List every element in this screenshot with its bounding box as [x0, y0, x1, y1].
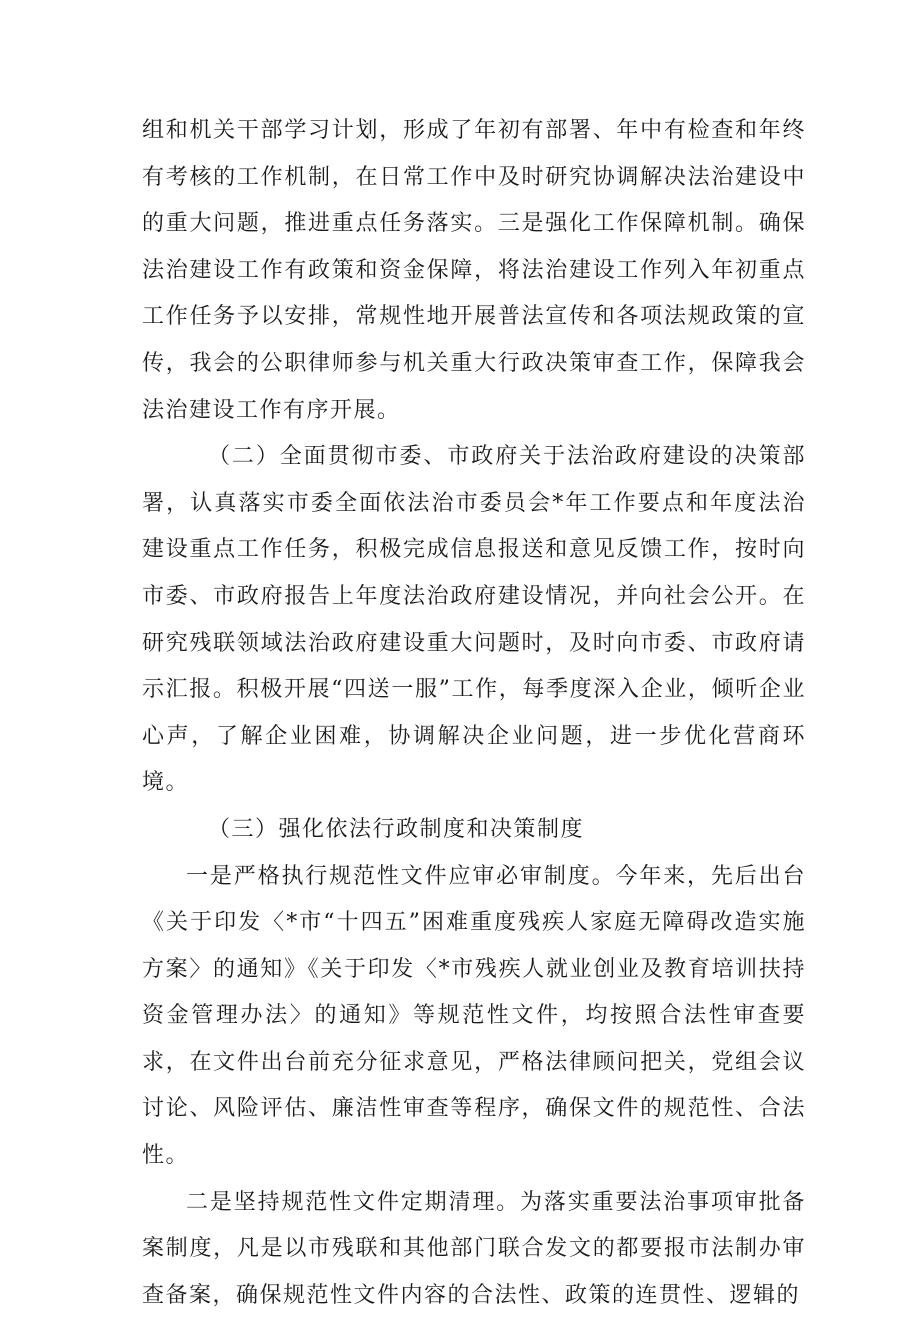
paragraph-section-two: （二）全面贯彻市委、市政府关于法治政府建设的决策部署，认真落实市委全面依法治市委员会*年工作要点和年度法治建设重点工作任务，积极完成信息报送和意见反馈工作，按时向市委、市政府报告上年度法治政府建设情况，并向社会公开。在研究残联领域法治政府建设重大问题时，及时向市委、市政府请示汇报。积极开展“四送一服”工作，每季度深入企业，倾听企业心声，了解企业困难，协调解决企业问题，进一步优化营商环境。 [142, 444, 806, 796]
paragraph-item-two: 二是坚持规范性文件定期清理。为落实重要法治事项审批备案制度，凡是以市残联和其他部门联合发文的都要报市法制办审查备案，确保规范性文件内容的合法性、政策的连贯性、逻辑的 [142, 1189, 806, 1308]
document-body [142, 108, 806, 1319]
section-heading-three: （三）强化依法行政制度和决策制度 [208, 816, 585, 842]
paragraph-continuation: 组和机关干部学习计划，形成了年初有部署、年中有检查和年终有考核的工作机制，在日常工作中及时研究协调解决法治建设中的重大问题，推进重点任务落实。三是强化工作保障机制。确保法治建设工作有政策和资金保障，将法治建设工作列入年初重点工作任务予以安排，常规性地开展普法宣传和各项法规政策的宣传，我会的公职律师参与机关重大行政决策审查工作，保障我会法治建设工作有序开展。 [142, 118, 806, 423]
paragraph-item-one: 一是严格执行规范性文件应审必审制度。今年来，先后出台《关于印发〈*市“十四五”困难重度残疾人家庭无障碍改造实施方案〉的通知》《关于印发〈*市残疾人就业创业及教育培训扶持资金管理办法〉的通知》等规范性文件，均按照合法性审查要求，在文件出台前充分征求意见，严格法律顾问把关，党组会议讨论、风险评估、廉洁性审查等程序，确保文件的规范性、合法性。 [142, 863, 806, 1169]
